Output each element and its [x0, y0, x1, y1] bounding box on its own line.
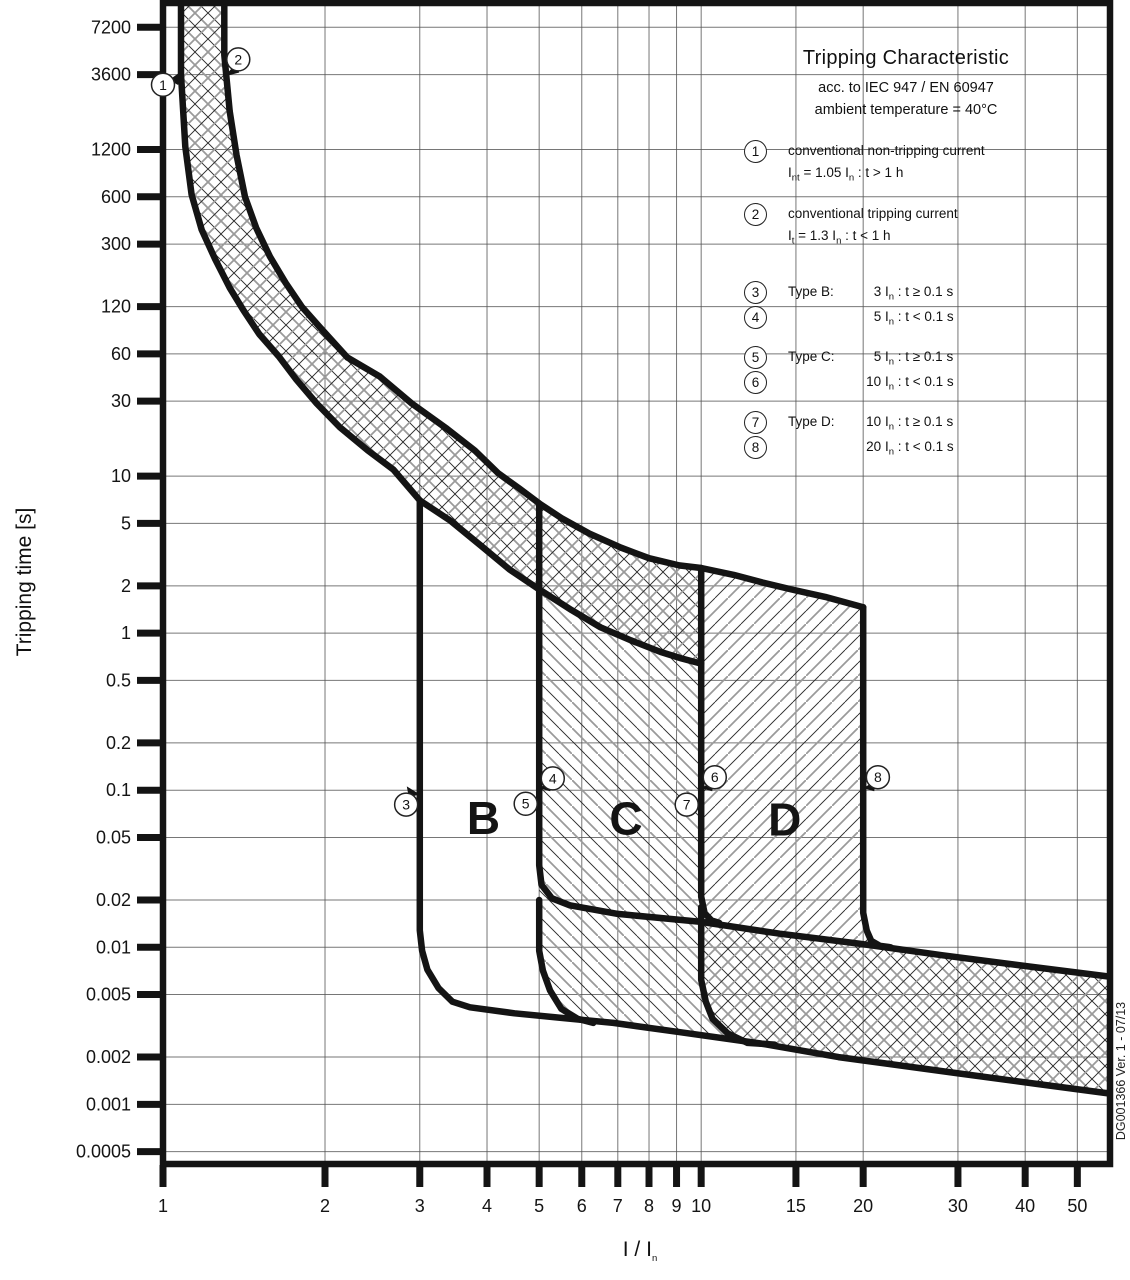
svg-text:3: 3	[402, 796, 411, 813]
svg-text:1200: 1200	[90, 139, 131, 160]
legend-type-d-line-1	[846, 414, 953, 433]
legend-type-d-label: Type D:	[788, 414, 835, 429]
region-zone-d-hatch	[701, 568, 1110, 1094]
formula-subscript: t	[791, 235, 795, 247]
chart-standard-note: acc. to IEC 947 / EN 60947	[818, 80, 994, 96]
legend-type-c-line-1	[846, 349, 953, 368]
svg-text:20: 20	[853, 1196, 874, 1216]
svg-text:9: 9	[671, 1196, 682, 1216]
svg-text:120: 120	[100, 296, 131, 317]
zone-label-D: D	[768, 793, 802, 846]
time-condition: : t ≥ 0.1 s	[897, 349, 954, 364]
zone-label-B: B	[466, 792, 501, 845]
svg-text:0.0005: 0.0005	[75, 1141, 131, 1162]
svg-text:0.01: 0.01	[95, 937, 131, 958]
svg-text:600: 600	[100, 186, 131, 207]
legend-marker-8: 8	[744, 436, 767, 459]
formula-subscript: n	[836, 235, 842, 247]
svg-text:0.5: 0.5	[105, 670, 131, 691]
current-multiple: 10 $I_n$	[866, 374, 894, 393]
y-axis-title: Tripping time [s]	[13, 507, 36, 657]
svg-text:7200: 7200	[90, 17, 131, 38]
svg-text:8: 8	[644, 1196, 655, 1216]
svg-text:30: 30	[110, 391, 131, 412]
svg-text:5: 5	[521, 795, 530, 812]
svg-text:1: 1	[157, 1196, 169, 1216]
zone-label-C: C	[609, 792, 643, 845]
svg-text:0.005: 0.005	[85, 984, 131, 1005]
svg-text:6: 6	[576, 1196, 587, 1216]
x-axis-title-subscript: n	[651, 1253, 658, 1265]
x-axis-title	[560, 1238, 720, 1264]
formula-subscript: n	[848, 172, 855, 184]
legend-marker-7: 7	[744, 411, 767, 434]
svg-text:0.1: 0.1	[105, 780, 131, 801]
svg-text:0.002: 0.002	[85, 1047, 131, 1068]
svg-text:6: 6	[710, 769, 719, 786]
legend-marker-4: 4	[744, 306, 767, 329]
time-condition: : t < 0.1 s	[897, 439, 954, 454]
svg-text:50: 50	[1067, 1196, 1088, 1216]
svg-text:1: 1	[159, 76, 167, 93]
svg-text:300: 300	[100, 234, 131, 255]
formula-condition: : t < 1 h	[841, 228, 891, 243]
svg-text:0.05: 0.05	[95, 827, 131, 848]
legend-desc-2: conventional tripping current	[788, 206, 958, 221]
svg-text:2: 2	[120, 575, 131, 596]
svg-text:10: 10	[110, 466, 131, 487]
svg-text:7: 7	[612, 1196, 623, 1216]
svg-text:0.001: 0.001	[85, 1094, 131, 1115]
current-multiple: 3 $I_n$	[873, 284, 894, 303]
formula-symbol: I	[788, 165, 792, 180]
legend-formula-2	[788, 228, 891, 247]
legend-type-d-line-2	[846, 439, 954, 458]
svg-text:15: 15	[785, 1196, 806, 1216]
current-multiple: 20 $I_n$	[866, 439, 894, 458]
legend-desc-1: conventional non-tripping current	[788, 143, 985, 158]
legend-type-c-line-2	[846, 374, 954, 393]
svg-text:3600: 3600	[90, 64, 131, 85]
formula-symbol: I	[788, 228, 792, 243]
legend-marker-5: 5	[744, 346, 767, 369]
time-condition: : t ≥ 0.1 s	[897, 414, 954, 429]
x-axis-title-text: I / I	[622, 1238, 652, 1261]
svg-text:30: 30	[947, 1196, 968, 1216]
svg-text:4: 4	[482, 1196, 493, 1216]
formula-condition: : t > 1 h	[854, 165, 904, 180]
svg-text:2: 2	[234, 51, 243, 68]
legend-type-c-label: Type C:	[788, 349, 835, 364]
formula-middle: = 1.05 I	[799, 165, 849, 180]
svg-text:5: 5	[534, 1196, 545, 1216]
svg-text:5: 5	[120, 513, 131, 534]
svg-text:1: 1	[120, 623, 131, 644]
legend-marker-3: 3	[744, 281, 767, 304]
current-multiple: 5 $I_n$	[873, 349, 894, 368]
time-condition: : t < 0.1 s	[897, 374, 954, 389]
chart-temperature-note: ambient temperature = 40°C	[814, 102, 998, 118]
svg-text:2: 2	[319, 1196, 331, 1216]
hatched-regions	[181, 3, 1110, 1094]
chart-title: Tripping Characteristic	[802, 47, 1010, 69]
svg-text:60: 60	[110, 343, 131, 364]
svg-text:4: 4	[548, 770, 557, 787]
svg-text:10: 10	[691, 1196, 712, 1216]
current-multiple: 5 $I_n$	[873, 309, 894, 328]
legend-type-b-line-2	[846, 309, 954, 328]
legend-formula-1	[788, 165, 903, 184]
legend-marker-1: 1	[744, 140, 767, 163]
svg-text:0.2: 0.2	[105, 732, 131, 753]
svg-text:3: 3	[414, 1196, 425, 1216]
svg-text:7: 7	[682, 796, 691, 813]
legend-marker-6: 6	[744, 371, 767, 394]
legend-marker-2: 2	[744, 203, 767, 226]
svg-text:8: 8	[873, 769, 882, 786]
current-multiple: 10 $I_n$	[866, 414, 894, 433]
legend-type-b-label: Type B:	[788, 284, 834, 299]
time-condition: : t ≥ 0.1 s	[897, 284, 954, 299]
svg-text:40: 40	[1015, 1196, 1036, 1216]
svg-text:0.02: 0.02	[95, 889, 131, 910]
formula-middle: = 1.3 I	[794, 228, 837, 243]
legend-type-b-line-1	[846, 284, 953, 303]
formula-subscript: nt	[791, 172, 800, 184]
document-number: DG001366 Ver. 1 - 07/13	[1114, 1001, 1128, 1141]
time-condition: : t < 0.1 s	[897, 309, 954, 324]
